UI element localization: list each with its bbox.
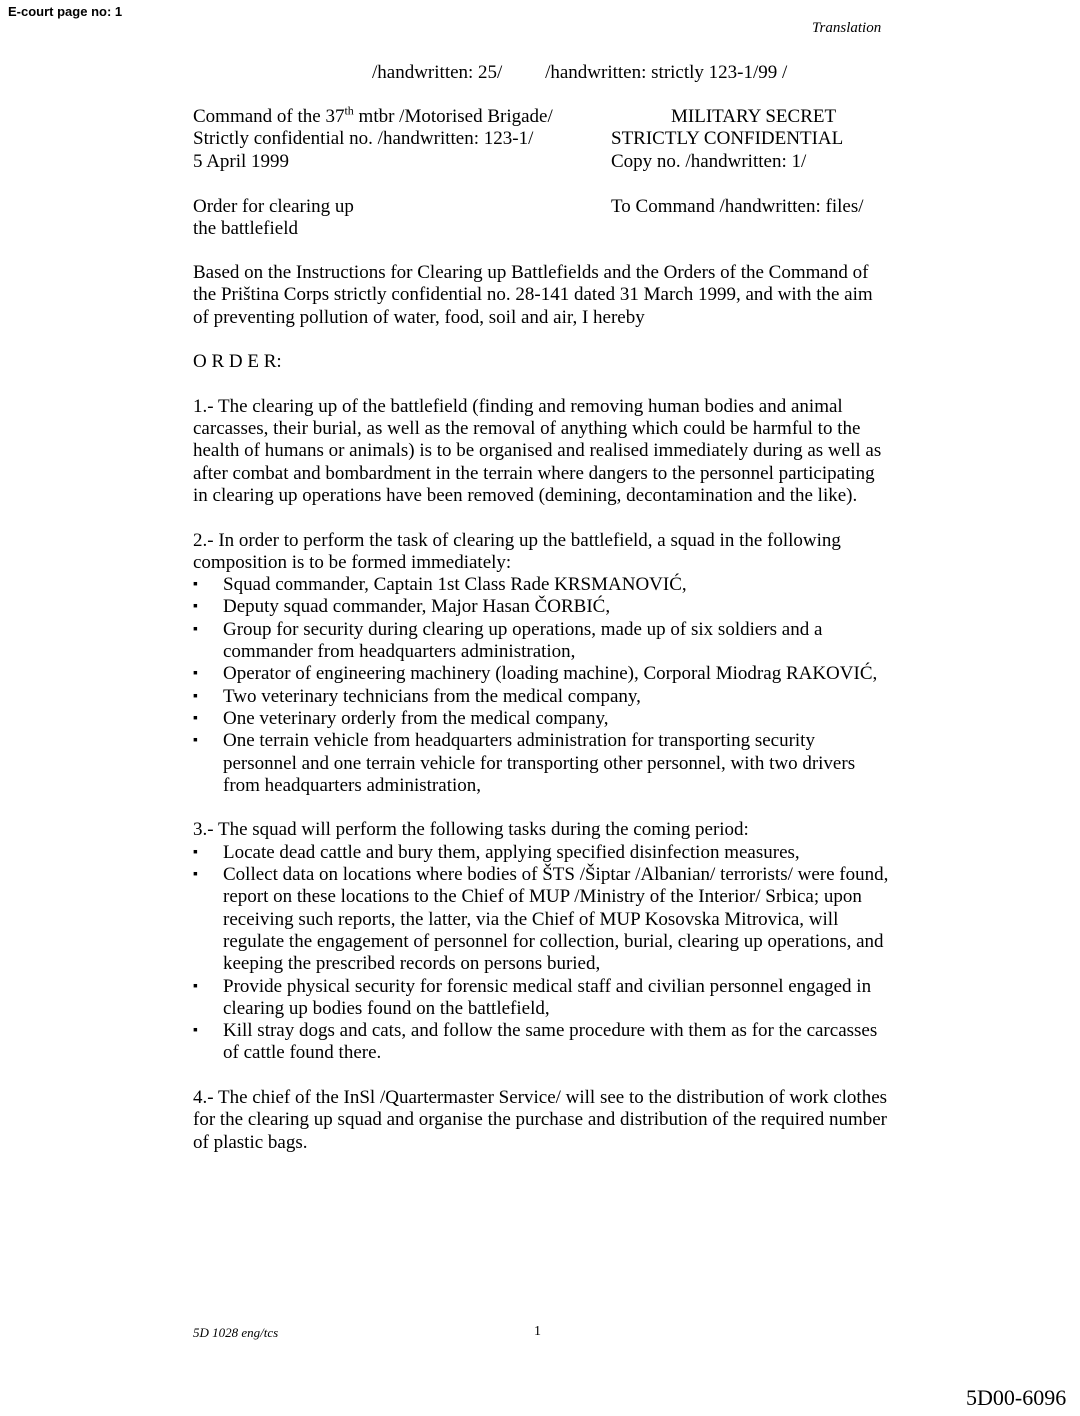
confidential-number: Strictly confidential no. /handwritten: 123-1/ (193, 128, 534, 150)
section-2-intro: 2.- In order to perform the task of clearing up the battlefield, a squad in the following composition is to be formed immediately: (193, 529, 841, 573)
section-1: 1.- The clearing up of the battlefield (finding and removing human bodies and animal carcasses, their burial, as well as the removal of anything which could be harmful to the health of humans or animals) is to be organised and realised immediately during as well as after combat and bombardment in the terrain where dangers to the personnel participating in clearing up operations have been removed (demining, decontamination and the like). (193, 395, 882, 506)
subject-line-1: Order for clearing up (193, 196, 354, 217)
header-left-block (193, 103, 613, 173)
list-item: ▪ One terrain vehicle from headquarters administration for transporting security personnel and one terrain vehicle for transporting other personnel, with two drivers from headquarters administration, (193, 730, 893, 797)
command-prefix: Command of the 37 (193, 106, 345, 127)
handwritten-reference: /handwritten: 25/ /handwritten: strictly 123-1/99 / (372, 62, 788, 83)
document-id: 5D00-6096 (966, 1385, 1067, 1410)
document-body (193, 262, 893, 1176)
section-2-list (193, 574, 893, 797)
addressee-block (611, 196, 911, 218)
list-item: ▪ Squad commander, Captain 1st Class Rade KRSMANOVIĆ, (193, 574, 893, 596)
strictly-confidential-label: STRICTLY CONFIDENTIAL (611, 128, 844, 150)
list-item: ▪ Operator of engineering machinery (loading machine), Corporal Miodrag RAKOVIĆ, (193, 663, 893, 685)
section-4: 4.- The chief of the InSl /Quartermaster Service/ will see to the distribution of work clothes for the clearing up squad and organise the purchase and distribution of the required number of plastic bags. (193, 1086, 888, 1153)
list-item: ▪ Deputy squad commander, Major Hasan ČORBIĆ, (193, 596, 893, 618)
intro-paragraph: Based on the Instructions for Clearing up Battlefields and the Orders of the Command of the Priština Corps strictly confidential no. 28-141 dated 31 March 1999, and with the aim of preventing pollution of water, food, soil and air, I hereby (193, 262, 873, 328)
command-sup: th (344, 103, 354, 118)
list-item: ▪ Collect data on locations where bodies of ŠTS /Šiptar /Albanian/ terrorists/ were found, report on these locations to the Chief of MUP /Ministry of the Interior/ Srbica; upon receiving such reports, the latter, via the Chief of MUP Kosovska Mitrovica, will regulate the engagement of personnel for collection, burial, clearing up operations, and keeping the prescribed records on persons buried, (193, 864, 893, 975)
to-command: To Command /handwritten: files/ (611, 196, 864, 217)
ecourt-page-label: E-court page no: 1 (8, 4, 123, 19)
list-item: ▪ One veterinary orderly from the medical company, (193, 708, 893, 730)
footer-reference: 5D 1028 eng/tcs (193, 1325, 279, 1340)
section-3-list (193, 842, 893, 1065)
list-item: ▪ Provide physical security for forensic medical staff and civilian personnel engaged in clearing up bodies found on the battlefield, (193, 976, 893, 1021)
list-item: ▪ Kill stray dogs and cats, and follow the same procedure with them as for the carcasses of cattle found there. (193, 1020, 893, 1065)
list-item: ▪ Locate dead cattle and bury them, applying specified disinfection measures, (193, 842, 893, 864)
copy-number: Copy no. /handwritten: 1/ (611, 150, 807, 172)
order-heading: O R D E R: (193, 351, 282, 373)
subject-line-2: the battlefield (193, 218, 298, 240)
translation-label: Translation (812, 20, 882, 36)
page-number: 1 (534, 1324, 541, 1339)
list-item: ▪ Two veterinary technicians from the medical company, (193, 686, 893, 708)
section-3-intro: 3.- The squad will perform the following tasks during the coming period: (193, 819, 749, 841)
list-item: ▪ Group for security during clearing up operations, made up of six soldiers and a commander from headquarters administration, (193, 619, 893, 664)
military-secret-label: MILITARY SECRET (671, 106, 837, 127)
document-date: 5 April 1999 (193, 150, 290, 172)
command-line (193, 103, 613, 128)
header-right-block (611, 106, 911, 173)
command-suffix: mtbr /Motorised Brigade/ (353, 106, 553, 127)
subject-block (193, 196, 493, 241)
